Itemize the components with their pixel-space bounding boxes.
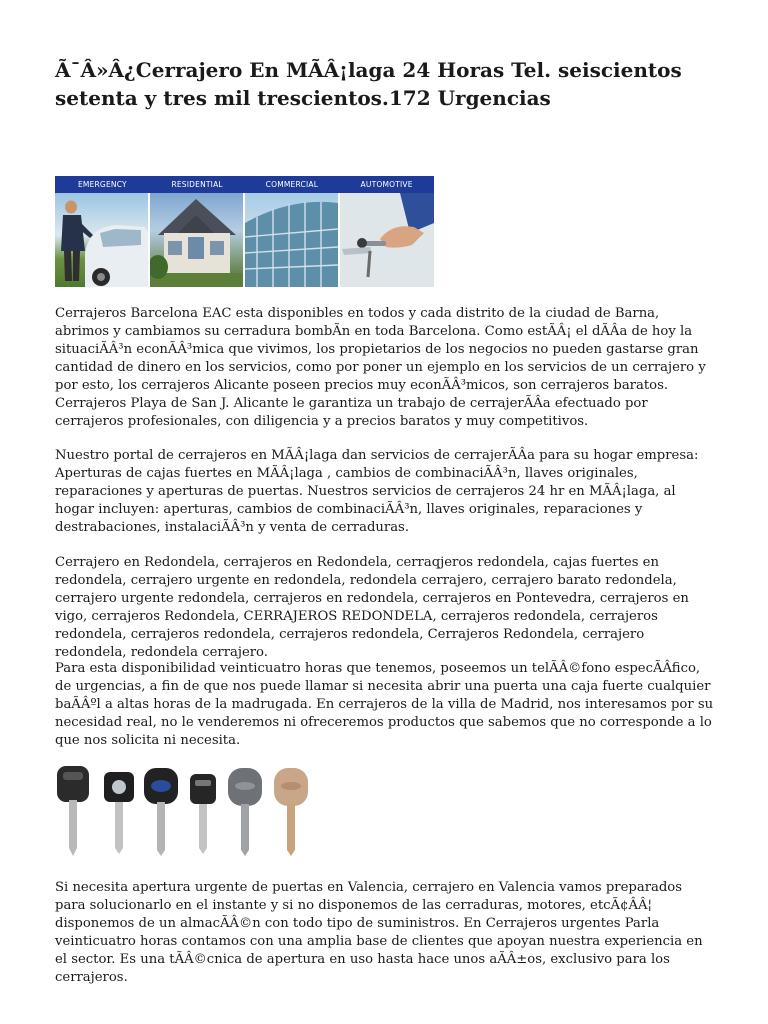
paragraph-madrid: Para esta disponibilidad veinticuatro horas que tenemos, poseemos un telÃÂ©fono especÃÂfico, de urgencias, a fin de que nos puede llamar si necesita abrir una puerta una caja fuerte cualquier baÃÂºl a altas horas de la madrugada. En cerrajeros de la villa de Madrid, nos interesamos por su necesidad real, no le venderemos ni ofreceremos productos que sabemos que no corresponde a lo que nos solicita ni necesita.	[55, 661, 714, 748]
key-6-icon	[273, 766, 309, 860]
paragraph-barcelona: Cerrajeros Barcelona EAC esta disponibles en todos y cada distrito de la ciudad de Barna, abrimos y cambiamos su cerradura bombÃn en toda Barcelona. Como estÃÂ¡ el dÃÂa de hoy la situaciÃÂ³n econÃÂ³mica que vivimos, los propietarios de los negocios no pueden gastarse gran cantidad de dinero en los servicios, como por poner un ejemplo en los servicios de un cerrajero y por esto, los cerrajeros Alicante poseen precios muy econÃÂ³micos, son cerrajeros baratos. Cerrajeros Playa de San J. Alicante le garantiza un trabajo de cerrajerÃÂa efectuado por cerrajeros profesionales, con diligencia y a precios baratos y muy competitivos.	[55, 306, 706, 429]
car-keys-image	[55, 766, 317, 860]
key-2-icon	[101, 766, 137, 860]
banner-label-residential: RESIDENTIAL	[171, 180, 223, 189]
residential-photo	[150, 193, 243, 287]
paragraph-valencia: Si necesita apertura urgente de puertas en Valencia, cerrajero en Valencia vamos preparados para solucionarlo en el instante y si no disponemos de las cerraduras, motores, etcÃ¢ÂÂ¦ disponemos de un almacÃÂ©n con todo tipo de suministros. En Cerrajeros urgentes Parla veinticuatro horas contamos con una amplia base de clientes que apoyan nuestra experiencia en el sector. Es una tÃÂ©cnica de apertura en uso hasta hace unos aÃÂ±os, exclusivo para los cerrajeros.	[55, 880, 703, 985]
commercial-photo	[245, 193, 338, 287]
page-title: Ã¯Â»Â¿Cerrajero En MÃÂ¡laga 24 Horas Tel. seiscientos setenta y tres mil trescientos.172 Urgencias	[55, 58, 682, 110]
key-3-icon	[143, 766, 179, 860]
services-banner-image	[55, 176, 434, 287]
key-4-icon	[185, 766, 221, 860]
emergency-photo	[55, 193, 148, 287]
key-5-icon	[227, 766, 263, 860]
banner-category-bar	[55, 176, 434, 193]
banner-label-automotive: AUTOMOTIVE	[360, 180, 413, 189]
banner-label-commercial: COMMERCIAL	[265, 180, 319, 189]
banner-label-emergency: EMERGENCY	[77, 180, 127, 189]
automotive-photo	[340, 193, 434, 287]
paragraph-redondela: Cerrajero en Redondela, cerrajeros en Redondela, cerraqjeros redondela, cajas fuertes en redondela, cerrajero urgente en redondela, redondela cerrajero, cerrajero barato redondela, cerrajero urgente redondela, cerrajeros en redondela, cerrajeros en Pontevedra, cerrajeros en vigo, cerrajeros Redondela, CERRAJEROS REDONDELA, cerrajeros redondela, cerrajeros redondela, cerrajeros redondela, cerrajeros redondela, Cerrajeros Redondela, cerrajero redondela, redondela cerrajero.	[55, 555, 689, 660]
key-1-icon	[55, 766, 91, 860]
paragraph-malaga: Nuestro portal de cerrajeros en MÃÂ¡laga dan servicios de cerrajerÃÂa para su hogar empresa: Aperturas de cajas fuertes en MÃÂ¡laga , cambios de combinaciÃÂ³n, llaves originales, reparaciones y aperturas de puertas. Nuestros servicios de cerrajeros 24 hr en MÃÂ¡laga, al hogar incluyen: aperturas, cambios de combinaciÃÂ³n, llaves originales, reparaciones y destrabaciones, instalaciÃÂ³n y venta de cerraduras.	[55, 448, 699, 535]
